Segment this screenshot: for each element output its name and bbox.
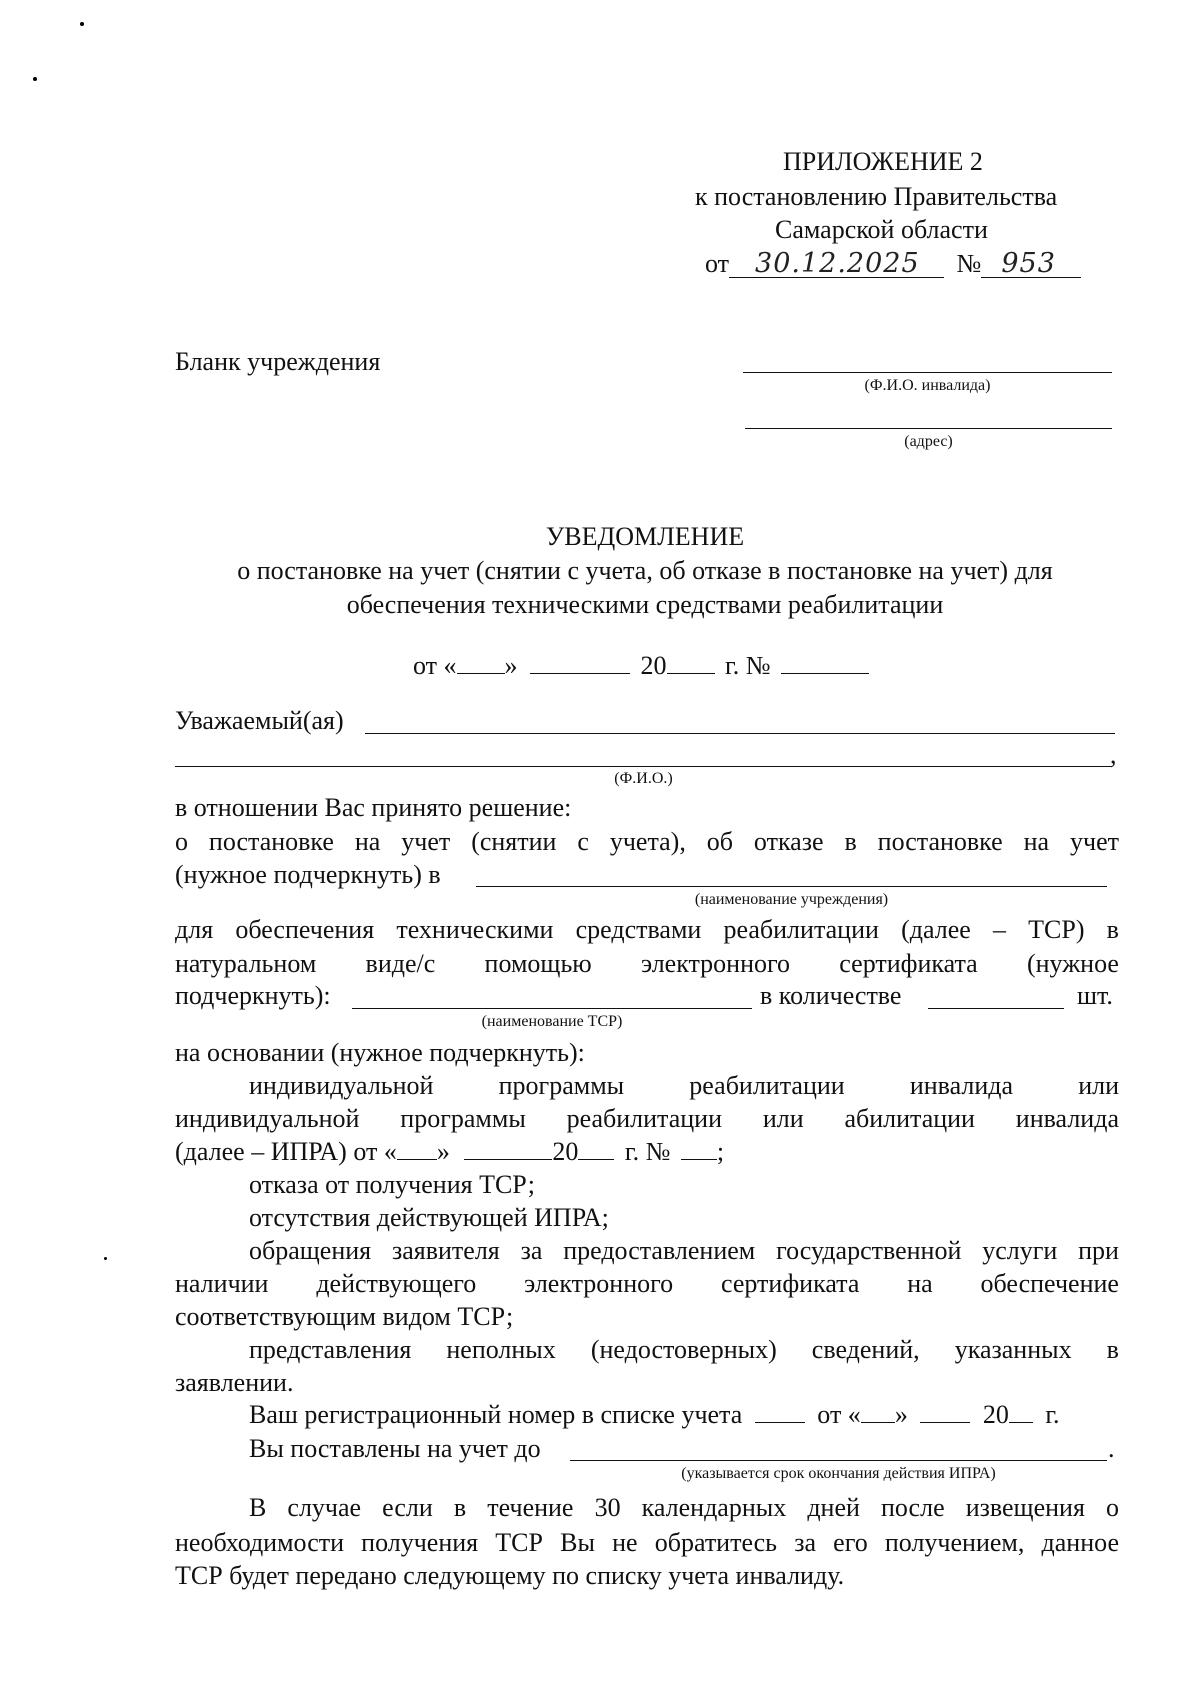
word: при (1078, 1236, 1119, 1265)
word: ТСР) (1028, 915, 1085, 944)
word: случае (287, 1493, 362, 1522)
word: для (175, 915, 214, 944)
word: натуральном (175, 949, 317, 978)
greeting-name-line (365, 733, 1115, 734)
reg-label: Ваш регистрационный номер в списке учета (249, 1400, 743, 1429)
p1-line1 (175, 829, 1119, 855)
number-prefix: № (956, 249, 982, 278)
appendix-line2: Самарской области (775, 215, 988, 244)
until-period: . (1108, 1434, 1115, 1463)
g-number-label: г. № (725, 651, 771, 680)
ipra-month-blank (464, 1159, 552, 1160)
b1-line3 (175, 1139, 724, 1165)
greeting-name-line-2 (175, 766, 1112, 767)
appendix-date-line (705, 250, 1081, 278)
handwritten-date: 30.12.2025 (755, 248, 920, 279)
word: постановке (877, 827, 1003, 856)
word: на (907, 1269, 933, 1298)
ipra-year-prefix: 20 (552, 1137, 579, 1166)
word: сертификата (839, 949, 978, 978)
word: реабилитации (689, 1071, 845, 1100)
p2-line3-c: шт. (1077, 981, 1113, 1010)
reg-g: г. (1045, 1400, 1060, 1429)
date-prefix: от (705, 249, 730, 278)
word: на (1023, 827, 1050, 856)
until-label: Вы поставлены на учет до (249, 1434, 541, 1463)
word: на (354, 827, 381, 856)
fio-caption: (Ф.И.О.) (614, 770, 673, 787)
word: государственной (776, 1236, 962, 1265)
word: обращения (249, 1236, 372, 1265)
ipra-day-blank (397, 1159, 437, 1160)
word: (недостоверных) (590, 1335, 777, 1364)
word: услуги (982, 1236, 1058, 1265)
b4-line1 (249, 1238, 1119, 1264)
word: помощью (484, 949, 592, 978)
b1-line1 (249, 1073, 1119, 1099)
b4-line3: соответствующим видом ТСР; (175, 1302, 514, 1331)
word: (снятии (471, 827, 557, 856)
tsr-caption: (наименование ТСР) (481, 1013, 623, 1030)
word: электронного (524, 1269, 674, 1298)
b4-line2 (175, 1271, 1119, 1297)
word: реабилитации (566, 1104, 722, 1133)
scan-speck (33, 77, 37, 81)
word: неполных (446, 1335, 556, 1364)
word: сведений, (811, 1335, 920, 1364)
notice-subtitle-line1: о постановке на учет (снятии с учета, об отказе в постановке на учет) для (237, 556, 1053, 585)
recipient-address-caption: (адрес) (904, 433, 953, 450)
word: необходимости (175, 1528, 345, 1557)
word: его (833, 1528, 868, 1557)
quantity-line (928, 1008, 1064, 1009)
basis-refusal: отказа от получения ТСР; (249, 1170, 535, 1199)
blank-label: Бланк учреждения (175, 347, 381, 376)
b1-line2 (175, 1106, 1119, 1132)
final-line2 (175, 1530, 1119, 1556)
scan-speck (104, 1257, 107, 1260)
reg-quote-close: » (894, 1400, 908, 1429)
date-blank (729, 250, 944, 278)
registration-line (249, 1402, 1060, 1428)
ipra-semicolon: ; (716, 1137, 725, 1166)
p2-line3-b: в количестве (760, 981, 902, 1010)
word: о (1105, 1493, 1119, 1522)
b5-line1 (249, 1337, 1119, 1363)
word: сертификата (720, 1269, 860, 1298)
word: обратитесь (654, 1528, 778, 1557)
notice-number-blank (781, 673, 869, 674)
recipient-address-line (745, 428, 1112, 429)
word: индивидуальной (175, 1104, 360, 1133)
date-from-label: от « (413, 651, 457, 680)
word: течение (487, 1493, 574, 1522)
recipient-fio-line (743, 372, 1112, 373)
ipra-number-blank (681, 1159, 717, 1160)
word: учет (401, 827, 451, 856)
scan-speck (80, 22, 84, 26)
basis-line: на основании (нужное подчеркнуть): (175, 1038, 585, 1067)
handwritten-number: 953 (1001, 248, 1056, 279)
reg-year: 20 (982, 1400, 1009, 1429)
notice-title: УВЕДОМЛЕНИЕ (545, 522, 745, 551)
word: инвалида (909, 1071, 1014, 1100)
greeting-comma: , (1110, 740, 1117, 769)
word: 30 (594, 1493, 621, 1522)
word: в (844, 827, 857, 856)
word: или (1078, 1071, 1119, 1100)
word: или (762, 1104, 804, 1133)
word: извещения (965, 1493, 1085, 1522)
recipient-fio-caption: (Ф.И.О. инвалида) (864, 377, 991, 394)
word: отказе (753, 827, 824, 856)
year-prefix: 20 (640, 651, 667, 680)
word: (нужное (1026, 949, 1119, 978)
word: календарных (641, 1493, 787, 1522)
word: об (706, 827, 733, 856)
p1-line2-text: (нужное подчеркнуть) в (175, 860, 441, 889)
word: Вы (560, 1528, 595, 1557)
day-blank (457, 673, 505, 674)
b5-line2: заявлении. (175, 1368, 294, 1397)
word: программы (498, 1071, 625, 1100)
word: ТСР (495, 1528, 543, 1557)
ipra-quote-close: » (436, 1137, 450, 1166)
word: обеспечения (235, 915, 375, 944)
final-line3: ТСР будет передано следующему по списку учета инвалиду. (175, 1561, 845, 1590)
word: абилитации (844, 1104, 975, 1133)
word: получением, (884, 1528, 1025, 1557)
basis-no-ipra: отсутствия действующей ИПРА; (249, 1203, 609, 1232)
until-date-line (570, 1460, 1107, 1461)
reg-year-blank (1009, 1422, 1033, 1423)
number-blank (981, 250, 1081, 278)
word: с (577, 827, 589, 856)
word: действующего (316, 1269, 477, 1298)
word: учет (1070, 827, 1119, 856)
word: виде/с (365, 949, 436, 978)
ipra-year-blank (578, 1159, 614, 1160)
institution-line (476, 886, 1107, 887)
reg-day-blank (861, 1422, 895, 1423)
word: заявителя (391, 1236, 500, 1265)
word: за (520, 1236, 543, 1265)
word: если (382, 1493, 433, 1522)
year-blank (667, 673, 715, 674)
word: представления (249, 1335, 412, 1364)
month-blank (530, 673, 630, 674)
word: средствами (575, 915, 702, 944)
ipra-number-label: г. № (624, 1137, 671, 1166)
p2-line1 (175, 917, 1119, 943)
reg-number-blank (755, 1422, 805, 1423)
p2-line2 (175, 951, 1119, 977)
word: обеспечение (980, 1269, 1119, 1298)
word: – (992, 915, 1006, 944)
word: в (453, 1493, 467, 1522)
word: не (612, 1528, 638, 1557)
word: В (249, 1493, 267, 1522)
final-line1 (249, 1495, 1119, 1521)
word: наличии (175, 1269, 269, 1298)
word: постановке (208, 827, 334, 856)
notice-subtitle-line2: обеспечения техническими средствами реабилитации (346, 590, 944, 619)
word: получения (361, 1528, 479, 1557)
word: программы (400, 1104, 526, 1133)
reg-from: от « (817, 1400, 861, 1429)
word: о (175, 827, 188, 856)
ipra-from-label: (далее – ИПРА) от « (175, 1137, 397, 1166)
word: после (881, 1493, 945, 1522)
word: за (794, 1528, 817, 1557)
word: учета), (609, 827, 686, 856)
p1-line2 (175, 862, 441, 888)
word: (далее (901, 915, 971, 944)
word: электронного (641, 949, 791, 978)
word: указанных (954, 1335, 1072, 1364)
reg-month-blank (920, 1422, 970, 1423)
p2-line3-a: подчеркнуть): (175, 981, 331, 1010)
tsr-name-line (352, 1008, 752, 1009)
word: реабилитации (723, 915, 879, 944)
word: дней (807, 1493, 860, 1522)
word: техническими (396, 915, 554, 944)
decision-line: в отношении Вас принято решение: (175, 793, 572, 822)
appendix-title: ПРИЛОЖЕНИЕ 2 (783, 147, 983, 176)
word: инвалида (1015, 1104, 1119, 1133)
notice-date-line (413, 653, 869, 679)
until-caption: (указывается срок окончания действия ИПРА) (681, 1465, 996, 1482)
word: в (1106, 915, 1119, 944)
word: данное (1041, 1528, 1119, 1557)
word: индивидуальной (249, 1071, 434, 1100)
word: предоставлением (563, 1236, 756, 1265)
word: в (1106, 1335, 1119, 1364)
appendix-line1: к постановлению Правительства (695, 182, 1058, 211)
greeting: Уважаемый(ая) (175, 706, 344, 735)
date-quote-close: » (504, 651, 518, 680)
institution-caption: (наименование учреждения) (694, 891, 889, 908)
